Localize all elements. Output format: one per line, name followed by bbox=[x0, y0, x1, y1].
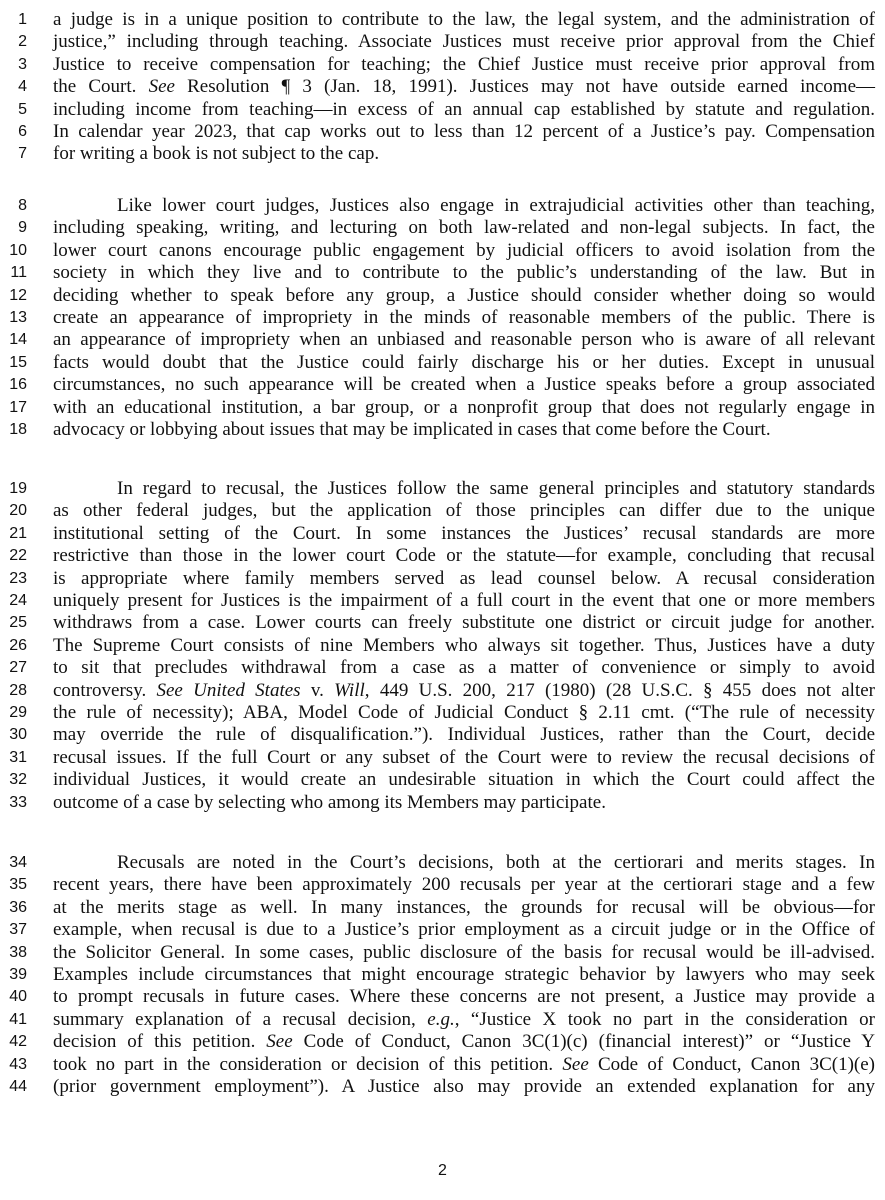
line-text: with an educational institution, a bar group, or a nonprofit group that does not regularly engage in bbox=[53, 396, 875, 418]
line-text: decision of this petition. See Code of Conduct, Canon 3C(1)(c) (financial interest)” or “Justice Y bbox=[53, 1031, 875, 1053]
line-number: 34 bbox=[9, 854, 27, 871]
text-line bbox=[0, 500, 885, 522]
line-text: advocacy or lobbying about issues that may be implicated in cases that come before the Court. bbox=[53, 419, 771, 440]
text-line bbox=[0, 919, 885, 941]
line-number: 41 bbox=[9, 1010, 27, 1028]
line-text: restrictive than those in the lower court Code or the statute—for example, concluding that recusal bbox=[53, 545, 875, 567]
text-line bbox=[0, 54, 885, 76]
line-text: institutional setting of the Court. In some instances the Justices’ recusal standards are more bbox=[53, 522, 875, 544]
line-number: 37 bbox=[9, 921, 27, 939]
line-text: outcome of a case by selecting who among its Members may participate. bbox=[53, 791, 606, 813]
text-line bbox=[0, 31, 885, 53]
line-number: 16 bbox=[9, 376, 27, 394]
text-line bbox=[0, 262, 885, 284]
text-line bbox=[0, 635, 885, 657]
line-number: 18 bbox=[9, 421, 27, 438]
line-number: 7 bbox=[18, 145, 27, 163]
line-number: 25 bbox=[9, 614, 27, 632]
text-line bbox=[0, 657, 885, 679]
text-line bbox=[0, 792, 885, 814]
line-number: 8 bbox=[18, 197, 27, 214]
line-number: 9 bbox=[18, 219, 27, 237]
text-line bbox=[0, 852, 885, 874]
text-line bbox=[0, 590, 885, 612]
text-line bbox=[0, 240, 885, 262]
line-text: In regard to recusal, the Justices follow the same general principles and statutory standards bbox=[117, 478, 875, 499]
line-number: 28 bbox=[9, 681, 27, 699]
line-text: is appropriate where family members served as lead counsel below. A recusal consideration bbox=[53, 567, 875, 589]
text-line bbox=[0, 986, 885, 1008]
line-number: 39 bbox=[9, 966, 27, 983]
line-text: including speaking, writing, and lecturing on both law-related and non-legal subjects. In fact, the bbox=[53, 217, 875, 239]
line-number: 15 bbox=[9, 353, 27, 371]
text-line bbox=[0, 397, 885, 419]
line-number: 30 bbox=[9, 726, 27, 744]
page-number: 2 bbox=[438, 1162, 447, 1179]
line-number: 32 bbox=[9, 771, 27, 789]
line-number: 20 bbox=[9, 502, 27, 520]
line-text: an appearance of impropriety when an unbiased and reasonable person who is aware of all relevant bbox=[53, 329, 875, 351]
text-line bbox=[0, 217, 885, 239]
line-text: Justice to receive compensation for teaching; the Chief Justice must receive prior approval from bbox=[53, 53, 875, 75]
line-text: society in which they live and to contribute to the public’s understanding of the law. But in bbox=[53, 262, 875, 284]
text-line bbox=[0, 478, 885, 500]
text-line bbox=[0, 329, 885, 351]
line-text: controversy. See United States v. Will, 449 U.S. 200, 217 (1980) (28 U.S.C. § 455 does not alter bbox=[53, 679, 876, 701]
line-number: 22 bbox=[9, 547, 27, 565]
line-number: 38 bbox=[9, 943, 27, 961]
line-text: circumstances, no such appearance will be created when a Justice speaks before a group associated bbox=[53, 374, 875, 396]
text-line bbox=[0, 1054, 885, 1076]
text-line bbox=[0, 195, 885, 217]
line-number: 31 bbox=[9, 748, 27, 766]
line-number: 17 bbox=[9, 398, 27, 416]
line-text: to sit that precludes withdrawal from a case as a matter of convenience or simply to avoid bbox=[53, 657, 875, 679]
line-text: for writing a book is not subject to the cap. bbox=[53, 143, 380, 165]
text-line bbox=[0, 523, 885, 545]
line-text: lower court canons encourage public engagement by judicial officers to avoid isolation from the bbox=[53, 239, 875, 261]
line-number: 13 bbox=[9, 309, 27, 326]
line-number: 43 bbox=[9, 1055, 27, 1073]
line-text: Like lower court judges, Justices also engage in extrajudicial activities other than teaching, bbox=[117, 195, 875, 216]
text-line bbox=[0, 545, 885, 567]
line-text: the rule of necessity); ABA, Model Code of Judicial Conduct § 2.11 cmt. (“The rule of necessity bbox=[53, 702, 875, 723]
text-line bbox=[0, 1031, 885, 1053]
line-number: 29 bbox=[9, 704, 27, 721]
line-number: 44 bbox=[9, 1078, 27, 1095]
line-number: 19 bbox=[9, 480, 27, 497]
line-text: the Court. See Resolution ¶ 3 (Jan. 18, 1991). Justices may not have outside earned income— bbox=[53, 76, 876, 98]
line-number: 40 bbox=[9, 988, 27, 1006]
text-line bbox=[0, 568, 885, 590]
line-text: facts would doubt that the Justice could fairly discharge his or her duties. Except in unusual bbox=[53, 351, 875, 373]
line-number: 24 bbox=[9, 592, 27, 609]
line-number: 12 bbox=[9, 286, 27, 304]
line-number: 27 bbox=[9, 659, 27, 677]
line-number: 5 bbox=[18, 100, 27, 118]
line-number: 10 bbox=[9, 241, 27, 259]
text-line bbox=[0, 419, 885, 441]
line-number: 14 bbox=[9, 331, 27, 349]
line-number: 11 bbox=[10, 264, 27, 282]
text-line bbox=[0, 374, 885, 396]
line-text: the Solicitor General. In some cases, public disclosure of the basis for recusal would be ill-advised. bbox=[53, 941, 875, 963]
text-line bbox=[0, 747, 885, 769]
line-text: may override the rule of disqualification.”). Individual Justices, rather than the Court, decide bbox=[53, 724, 875, 746]
text-line bbox=[0, 874, 885, 896]
line-text: recent years, there have been approximately 200 recusals per year at the certiorari stage and a few bbox=[53, 874, 875, 896]
line-text: example, when recusal is due to a Justice’s prior employment as a circuit judge or in the Office of bbox=[53, 919, 875, 941]
text-line bbox=[0, 769, 885, 791]
text-line bbox=[0, 964, 885, 986]
line-text: justice,” including through teaching. Associate Justices must receive prior approval from the Chief bbox=[53, 31, 875, 53]
line-text: deciding whether to speak before any group, a Justice should consider whether doing so would bbox=[53, 284, 875, 306]
line-text: as other federal judges, but the application of those principles can differ due to the unique bbox=[53, 500, 875, 522]
text-line bbox=[0, 307, 885, 329]
line-number: 2 bbox=[18, 33, 27, 51]
line-text: to prompt recusals in future cases. Where these concerns are not present, a Justice may provide a bbox=[53, 986, 875, 1008]
text-line bbox=[0, 76, 885, 98]
line-number: 4 bbox=[18, 78, 27, 96]
line-text: individual Justices, it would create an undesirable situation in which the Court could affect the bbox=[53, 769, 875, 791]
line-number: 1 bbox=[18, 11, 27, 28]
line-number: 42 bbox=[9, 1033, 27, 1051]
line-text: took no part in the consideration or decision of this petition. See Code of Conduct, Canon 3C(1)(e) bbox=[53, 1053, 875, 1075]
text-line bbox=[0, 1009, 885, 1031]
line-text: summary explanation of a recusal decision, e.g., “Justice X took no part in the consideration or bbox=[53, 1008, 875, 1030]
text-line bbox=[0, 9, 885, 31]
text-line bbox=[0, 680, 885, 702]
line-text: The Supreme Court consists of nine Members who always sit together. Thus, Justices have a duty bbox=[53, 634, 875, 656]
text-line bbox=[0, 285, 885, 307]
text-line bbox=[0, 702, 885, 724]
line-number: 3 bbox=[18, 55, 27, 73]
line-text: a judge is in a unique position to contribute to the law, the legal system, and the administration of bbox=[53, 9, 875, 30]
line-number: 33 bbox=[9, 793, 27, 811]
line-number: 21 bbox=[9, 524, 27, 542]
line-text: In calendar year 2023, that cap works out to less than 12 percent of a Justice’s pay. Compensation bbox=[53, 121, 875, 142]
line-text: (prior government employment”). A Justice also may provide an extended explanation for any bbox=[53, 1076, 875, 1097]
text-line bbox=[0, 352, 885, 374]
line-text: withdraws from a case. Lower courts can freely substitute one district or circuit judge for another. bbox=[53, 612, 875, 634]
line-number: 35 bbox=[9, 876, 27, 894]
line-text: create an appearance of impropriety in the minds of reasonable members of the public. There is bbox=[53, 307, 875, 328]
text-line bbox=[0, 143, 885, 165]
line-number: 26 bbox=[9, 636, 27, 654]
text-line bbox=[0, 121, 885, 143]
line-number: 36 bbox=[9, 898, 27, 916]
line-text: uniquely present for Justices is the impairment of a full court in the event that one or more members bbox=[53, 590, 875, 611]
line-text: at the merits stage as well. In many instances, the grounds for recusal will be obvious—for bbox=[53, 896, 875, 918]
line-text: recusal issues. If the full Court or any subset of the Court were to review the recusal decisions of bbox=[53, 746, 875, 768]
line-text: Recusals are noted in the Court’s decisions, both at the certiorari and merits stages. In bbox=[117, 852, 875, 873]
text-line bbox=[0, 1076, 885, 1098]
text-line bbox=[0, 99, 885, 121]
text-line bbox=[0, 942, 885, 964]
text-line bbox=[0, 612, 885, 634]
line-text: including income from teaching—in excess of an annual cap established by statute and regulation. bbox=[53, 98, 875, 120]
text-line bbox=[0, 724, 885, 746]
line-text: Examples include circumstances that might encourage strategic behavior by lawyers who may seek bbox=[53, 964, 875, 985]
line-number: 6 bbox=[18, 123, 27, 140]
line-number: 23 bbox=[9, 569, 27, 587]
text-line bbox=[0, 897, 885, 919]
